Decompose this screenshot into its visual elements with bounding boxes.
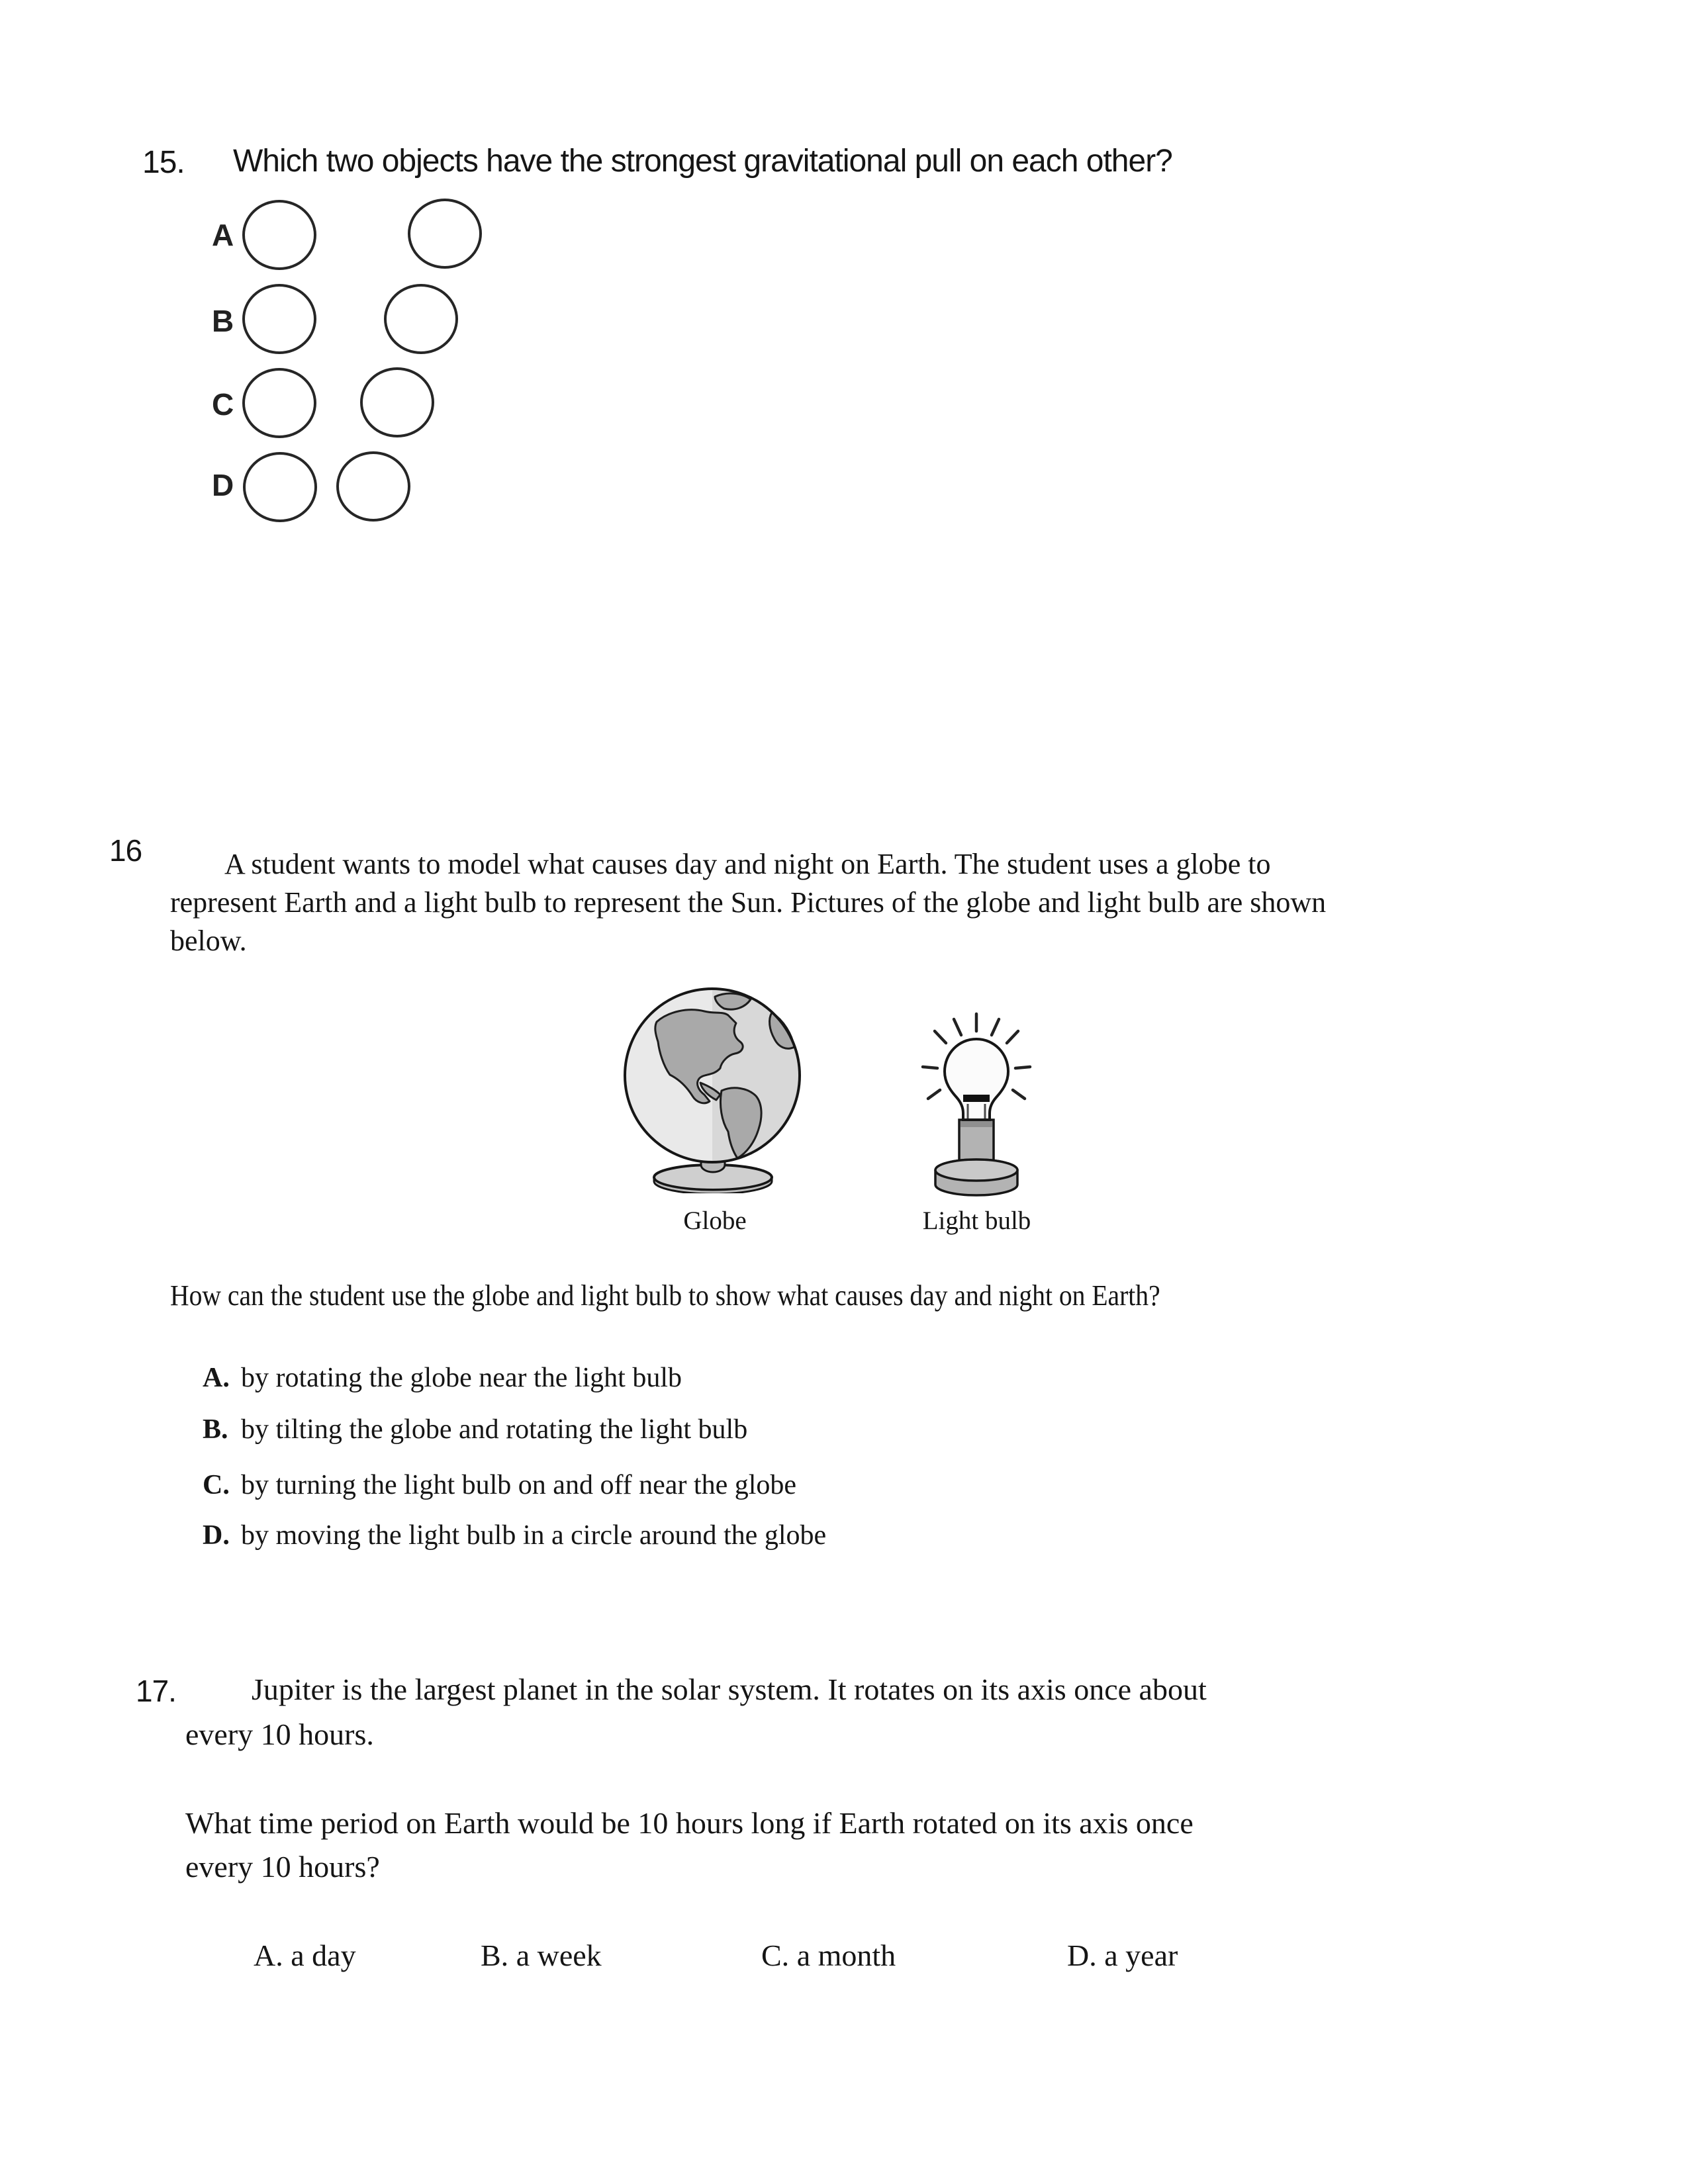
q15-option-a-circle-2 — [408, 199, 482, 269]
q16-option-b-text: by tilting the globe and rotating the light bulb — [241, 1414, 748, 1445]
q15-option-c-label: C — [212, 387, 234, 422]
q15-option-b-circle-2 — [384, 284, 458, 354]
q15-question: Which two objects have the strongest gravitational pull on each other? — [233, 144, 1172, 179]
q17-option-a-text: a day — [291, 1938, 356, 1972]
light-bulb-icon — [899, 1011, 1055, 1200]
q15-option-d-circle-1 — [243, 452, 317, 522]
q17-option-c-text: a month — [796, 1938, 896, 1972]
q16-option-b — [203, 1414, 747, 1445]
q15-option-a-label: A — [212, 218, 234, 252]
q17-question-line-2: every 10 hours? — [185, 1850, 380, 1884]
q16-option-a — [203, 1362, 682, 1394]
q16-option-b-letter: B. — [203, 1414, 228, 1445]
q15-option-b-circle-1 — [242, 284, 316, 354]
q17-option-d-letter: D. — [1067, 1938, 1097, 1972]
q17-intro-line-1: Jupiter is the largest planet in the solar system. It rotates on its axis once about — [252, 1672, 1207, 1706]
q15-option-b-label: B — [212, 304, 234, 338]
q17-option-d — [1067, 1938, 1178, 1973]
q16-option-a-text: by rotating the globe near the light bulb — [241, 1363, 682, 1393]
q15-option-d-circle-2 — [336, 451, 410, 522]
q17-question-line-1: What time period on Earth would be 10 hours long if Earth rotated on its axis once — [185, 1806, 1194, 1840]
q16-option-a-letter: A. — [203, 1363, 230, 1393]
q17-option-b — [481, 1938, 602, 1973]
q16-intro-line-1: A student wants to model what causes day and night on Earth. The student uses a globe to — [224, 848, 1271, 880]
q17-number: 17. — [136, 1674, 176, 1708]
q15-option-a-circle-1 — [242, 200, 316, 270]
q16-intro-line-2: represent Earth and a light bulb to represent the Sun. Pictures of the globe and light bulb are shown — [170, 886, 1327, 919]
q15-option-c-circle-2 — [360, 367, 434, 437]
q15-option-d-label: D — [212, 468, 234, 502]
q17-option-b-letter: B. — [481, 1938, 509, 1972]
q17-option-c-letter: C. — [761, 1938, 790, 1972]
q15-number: 15. — [142, 145, 185, 180]
light-bulb-illustration — [899, 1011, 1055, 1200]
q16-option-d — [203, 1520, 826, 1551]
q17-option-a-letter: A. — [254, 1938, 283, 1972]
q16-question: How can the student use the globe and light bulb to show what causes day and night on Earth? — [170, 1279, 1160, 1312]
q16-option-c-text: by turning the light bulb on and off near the globe — [241, 1470, 797, 1500]
q17-intro-line-2: every 10 hours. — [185, 1717, 374, 1751]
q17-option-c — [761, 1938, 896, 1973]
q16-option-c — [203, 1469, 796, 1501]
q17-option-a — [254, 1938, 356, 1973]
q17-option-b-text: a week — [516, 1938, 602, 1972]
q16-number: 16 — [109, 833, 142, 868]
q16-option-d-text: by moving the light bulb in a circle around the globe — [241, 1520, 827, 1551]
globe-illustration — [622, 978, 808, 1193]
globe-caption: Globe — [683, 1206, 747, 1235]
q15-option-c-circle-1 — [242, 368, 316, 438]
q16-intro-line-3: below. — [170, 925, 247, 957]
q16-option-c-letter: C. — [203, 1470, 230, 1500]
light-bulb-caption: Light bulb — [922, 1206, 1031, 1235]
globe-icon — [622, 978, 808, 1193]
q16-option-d-letter: D. — [203, 1520, 230, 1551]
q17-option-d-text: a year — [1104, 1938, 1178, 1972]
